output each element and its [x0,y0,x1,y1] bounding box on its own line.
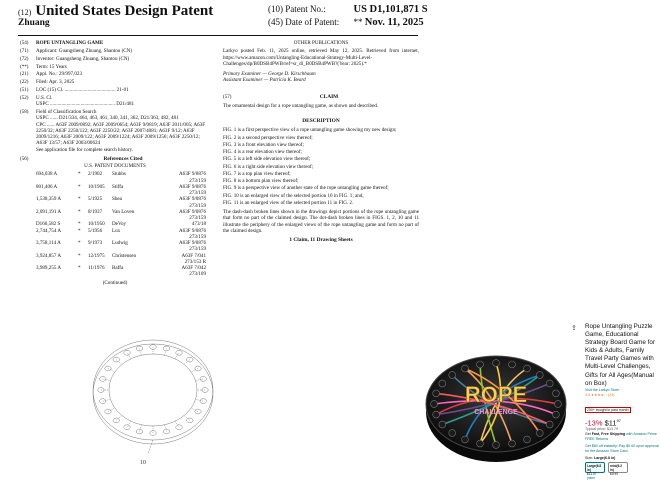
drawing-leader-line [148,440,153,454]
description-paragraph: FIG. 10 is an enlarged view of the selected portion 10 in FIG. 1; and, [223,192,364,199]
reference-cls: A63F 9/0876 [178,183,206,190]
reference-subclass: 273/159 [189,215,206,221]
board-peg [509,440,516,447]
reference-date: 5/1956 [88,227,103,234]
board-peg [524,365,531,372]
size-option-label: Large(6.8 in) [587,464,602,473]
board-peg [553,390,560,397]
bibliographic-field [20,147,210,153]
board-peg [477,361,484,368]
reference-no: 2,744,754 A [36,227,62,234]
size-option[interactable] [608,462,628,477]
drawing-rope-line [191,369,198,373]
promo-link[interactable]: Get $60 off instantly: Pay $0.00 upon approval for the Amazon Store Card. [585,444,659,454]
date-label: Date of Patent: [285,17,340,27]
description-body [223,127,419,234]
description-paragraph: FIG. 4 is a rear elevation view thereof; [223,149,302,155]
claim-code: (57) [223,93,232,100]
store-link[interactable]: Visit the Larkyo Store [585,387,620,392]
patent-header-right [268,3,428,29]
field-text: ROPE UNTANGLING GAME [36,40,104,46]
description-heading: DESCRIPTION [302,118,340,124]
drawing-rope-line [108,369,115,373]
board-peg [449,430,456,437]
prime-link[interactable]: with Amazon Prime [626,432,657,437]
size-option-price: $11.97 [587,472,597,477]
field-text: Inventor: Guangsheng Zhuang, Shantou (CN) [36,55,130,62]
reference-list [36,171,210,277]
discount-percent: -13% [585,418,603,428]
reference-name: Baffa [112,265,124,271]
field-text: Term: 15 Years [36,63,67,70]
patent-drawing [88,318,218,468]
field-code: (51) [20,87,29,94]
date-marker: ** [353,17,363,27]
reference-row [36,240,210,246]
delivery-bold: Fast, Free Shipping [591,432,626,437]
primary-examiner: Primary Examiner — George D. Kirschbaum [223,71,316,77]
bibliographic-field [20,71,210,77]
description-paragraph: FIG. 6 is a right side elevation view thereof; [223,163,314,170]
rating[interactable]: 4.5 ★★★★☆ (24) [585,392,615,397]
field-code: (58) [20,109,29,115]
description-paragraph: FIG. 1 is a first perspective view of a rope untangling game showing my new design; [223,127,397,134]
field-code: (56) [20,155,29,162]
board-peg [555,401,562,408]
field-text: Appl. No.: 29/997,023 [36,71,82,78]
reference-row [36,265,210,271]
field-text: See application file for complete search history. [36,146,134,153]
drawing-peg [124,350,130,355]
reference-cls: A63F 9/0876 [178,171,206,178]
references-heading-row [20,156,210,162]
reference-date: 2/1902 [88,171,103,178]
board-peg [536,372,543,379]
field-code [20,147,36,153]
references-subheading: U.S. PATENT DOCUMENTS [84,163,146,169]
size-options [585,462,660,480]
description-paragraph: FIG. 3 is a front elevation view thereof; [223,141,304,148]
bought-badge: 200+ bought in past month [587,407,629,412]
price-row [585,418,660,428]
reference-no: 694,038 A [36,171,58,178]
reference-no: 3,924,857 A [36,252,62,259]
references-continued: (Continued) [102,279,128,286]
date-code: (45) [268,17,283,27]
drawing-peg [176,425,182,430]
board-peg [546,421,553,428]
drawing-inner-rim [109,354,197,426]
drawing-outer-rim [93,340,213,440]
bibliographic-field [20,56,210,62]
reference-subclass: 273/159 [189,190,206,196]
reference-cls: A63F 9/0876 [178,227,206,234]
reference-star: * [78,196,81,203]
bibliographic-field [20,79,210,85]
bibliographic-field [20,101,210,107]
reference-star: * [78,252,81,259]
reference-cls: A63F 7/041 [181,252,206,259]
reference-cls: A63F 7/042 [181,265,206,271]
patent-date: Nov. 11, 2025 [364,17,424,28]
claim-heading-row [223,94,419,100]
board-peg [493,360,500,367]
reference-date: 8/1937 [88,208,103,215]
description-paragraph: FIG. 7 is a top plan view thereof; [223,170,291,177]
field-code [20,122,36,147]
bibliographic-fields [20,40,210,153]
reference-no: D160,582 S [36,221,61,228]
drawing-peg [200,377,206,382]
product-logo-bottom: CHALLENGE [474,409,518,416]
drawing-rope-line [140,425,142,432]
bibliographic-field [20,64,210,70]
reference-name: Van Loven [112,208,135,215]
drawing-rope-line [108,408,115,412]
drawing-peg [176,350,182,355]
board-peg [493,442,500,449]
field-text: Field of Classification Search [36,109,97,115]
board-peg [462,436,469,443]
reference-cls: A63F 9/0876 [178,240,206,246]
reference-no: 3,989,255 A [36,265,62,271]
drawing-rope-line [127,353,131,359]
size-value: Large(6.8 in) [594,456,616,461]
assistant-examiner: Assistant Examiner — Patricia K. Beard [223,77,306,84]
drawing-rope-line [196,379,204,381]
board-peg [431,401,438,408]
field-code: (**) [20,63,29,70]
drawing-rope-line [127,421,131,427]
drawing-rope-line [191,408,198,412]
drawing-rope-line [103,379,111,381]
board-peg [477,440,484,447]
board-peg [439,380,446,387]
reference-row [36,184,210,190]
drawing-peg [124,425,130,430]
reference-row [36,228,210,234]
field-code: (52) [20,94,29,101]
reference-star: * [78,221,81,228]
share-icon[interactable]: ⇪ [571,324,577,332]
header-code: (12) [18,8,32,17]
reference-star: * [78,240,81,246]
inventor-surname: Zhuang [18,18,50,28]
patent-header-left [18,2,213,28]
size-option-label: mini(6.2 in) [610,464,623,473]
drawing-rope-line [196,399,204,401]
reference-cls: 473/18 [191,221,206,228]
reference-row [36,253,210,259]
board-peg [449,372,456,379]
other-publications-heading: OTHER PUBLICATIONS [293,40,349,46]
patent-no-code: (10) [268,4,283,14]
field-code: (72) [20,55,29,62]
claims-sheets-footer: 1 Claim, 11 Drawing Sheets [289,237,353,243]
reference-star: * [78,208,81,215]
patent-no-label: Patent No.: [285,4,326,14]
drawing-rope-line [175,421,179,427]
board-peg [462,365,469,372]
field-text: LOC (15) Cl. ........................................ 21-01 [36,87,129,94]
reference-star: * [78,171,81,178]
bibliographic-field [20,40,210,46]
drawing-peg [200,399,206,404]
patent-number: US D1,101,871 S [353,4,428,15]
typical-price: Typical price: $13.79 [585,427,618,432]
description-paragraph: FIG. 5 is a left side elevation view thereof; [223,156,311,163]
reference-no: 2,091,191 A [36,208,62,215]
description-paragraph: FIG. 8 is a bottom plan view thereof; [223,178,299,184]
returns-link[interactable]: FREE Returns [585,437,609,442]
price-cents: 97 [616,417,622,423]
drawing-rope-line [164,425,166,432]
product-image[interactable] [423,320,569,474]
reference-star: * [78,265,81,271]
drawing-rope-line [164,349,166,356]
claim-text: The ornamental design for a rope untangling game, as shown and described. [223,102,379,109]
size-label: Size: [585,456,593,461]
bibliographic-field [20,122,210,147]
reference-subclass: 273/109 [189,271,206,278]
reference-date: 10/1905 [88,183,105,190]
size-option-price: $9.99 [610,472,618,477]
claim-heading: CLAIM [319,93,339,100]
reference-name: Stiffa [112,183,124,190]
reference-name: Shea [112,196,122,203]
bibliographic-field [20,48,210,54]
reference-star: * [78,183,81,190]
field-code [20,101,36,107]
drawing-reference-label: 10 [140,460,146,466]
field-text: USPC ...... D21/334, 464, 463, 461, 340, 341, 362, D21/363, 482, 481 [36,115,179,122]
board-peg [433,411,440,418]
board-peg [509,361,516,368]
size-option-sub: prime [587,476,595,480]
product-logo-top: ROPE [464,382,528,407]
reference-subclass: 273/153 R [184,258,206,265]
field-text: Applicant: Guangsheng Zhuang, Shantou (CN) [36,47,133,54]
board-peg [524,436,531,443]
reference-row [36,196,210,202]
board-peg [546,380,553,387]
reference-name: Christensen [112,252,137,259]
listing-panel [585,323,660,480]
field-code: (21) [20,71,29,78]
field-text: CPC ...... A63F 2009/0892; A63F 2009/0654; A63F 9/0819; A63F 2011/005; A63F 2250/32; A63F 2250/122; A63F 2250/22; A63F 2007/4081; A63F 9/12; A63F 2009/1216; A63F 2009/122; A63F 2009/1224; A63F 2009/1256; A63F 2250/12; A63F 13/57; A63F 2003/00624 [36,121,206,147]
reference-date: 12/1975 [88,252,105,259]
description-paragraph: FIG. 2 is a second perspective view thereof; [223,134,313,141]
reference-name: Ludwig [112,240,128,246]
reference-no: 801,406 A [36,183,58,190]
bibliographic-field [20,87,210,93]
reference-no: 1,538,359 A [36,196,62,203]
drawing-rope-line [140,349,142,356]
reference-subclass: 273/159 [189,233,206,240]
references-heading: References Cited [103,155,143,162]
reference-name: Stubbs [112,171,126,178]
board-peg [433,390,440,397]
other-publications-text: Larkyo posted Feb. 11, 2025 online, retrieved May 12, 2025. Retrieved from internet, https://www.amazon.com/Untangling-Educational-Strategy-Multi-Level-Challenges/dp/B0DSB4PWB/ref=sr_dl_B0DSB4PWB?(Year: 2025).* [223,48,419,67]
field-text: U.S. Cl. [36,94,53,101]
price-whole: $11 [604,418,617,428]
reference-subclass: 273/159 [189,177,206,184]
reference-cls: A63F 9/0876 [178,208,206,215]
board-peg [536,430,543,437]
delivery-prefix: Get [585,432,591,437]
bibliographic-column [20,40,210,286]
drawing-rope-line [175,353,179,359]
field-code: (54) [20,40,29,46]
field-text: Filed: Apr. 3, 2025 [36,79,75,86]
board-peg [553,411,560,418]
reference-row [36,209,210,215]
reference-cls: A63F 9/0876 [178,196,206,203]
reference-subclass: 273/159 [189,202,206,209]
description-paragraph: FIG. 11 is an enlarged view of the selected portion 11 in FIG. 2. [223,199,354,206]
description-paragraph: FIG. 9 is a perspective view of another state of the rope untangling game thereof; [223,185,389,192]
board-peg [439,421,446,428]
field-code: (71) [20,47,29,54]
field-text: USPC ................................................... D21/481 [36,101,135,108]
reference-star: * [78,227,81,234]
reference-row [36,171,210,177]
description-paragraph: The dash-dash broken lines shown in the drawings depict portions of the rope untangling game that form no part of the claimed design. The dot-dash broken lines in FIGS. 1, 2, 10 and 11 illustrate the periphery of the enlarged views of the rope untangling game and form no part of the claimed design. [223,209,419,234]
reference-date: 5/1925 [88,196,103,203]
header-rule [18,35,418,36]
reference-date: 9/1973 [88,240,103,246]
reference-date: 10/1950 [88,221,105,228]
reference-name: Lux [112,227,121,234]
reference-name: DeVoy [112,221,127,228]
field-code: (22) [20,79,29,86]
abstract-column [223,40,419,243]
size-row [585,456,660,461]
size-option[interactable] [585,462,605,480]
product-title[interactable]: Rope Untangling Puzzle Game, Educational Strategy Board Game for Kids & Adults, Family Travel Party Games with Multi-Level Challenges, Gifts for All Ages(Manual on Box) [585,323,655,387]
patent-type-title: United States Design Patent [35,3,214,19]
reference-subclass: 273/159 [189,246,206,253]
reference-date: 11/1976 [88,265,105,271]
drawing-rope-line [103,399,111,401]
reference-no: 3,758,114 A [36,240,61,246]
